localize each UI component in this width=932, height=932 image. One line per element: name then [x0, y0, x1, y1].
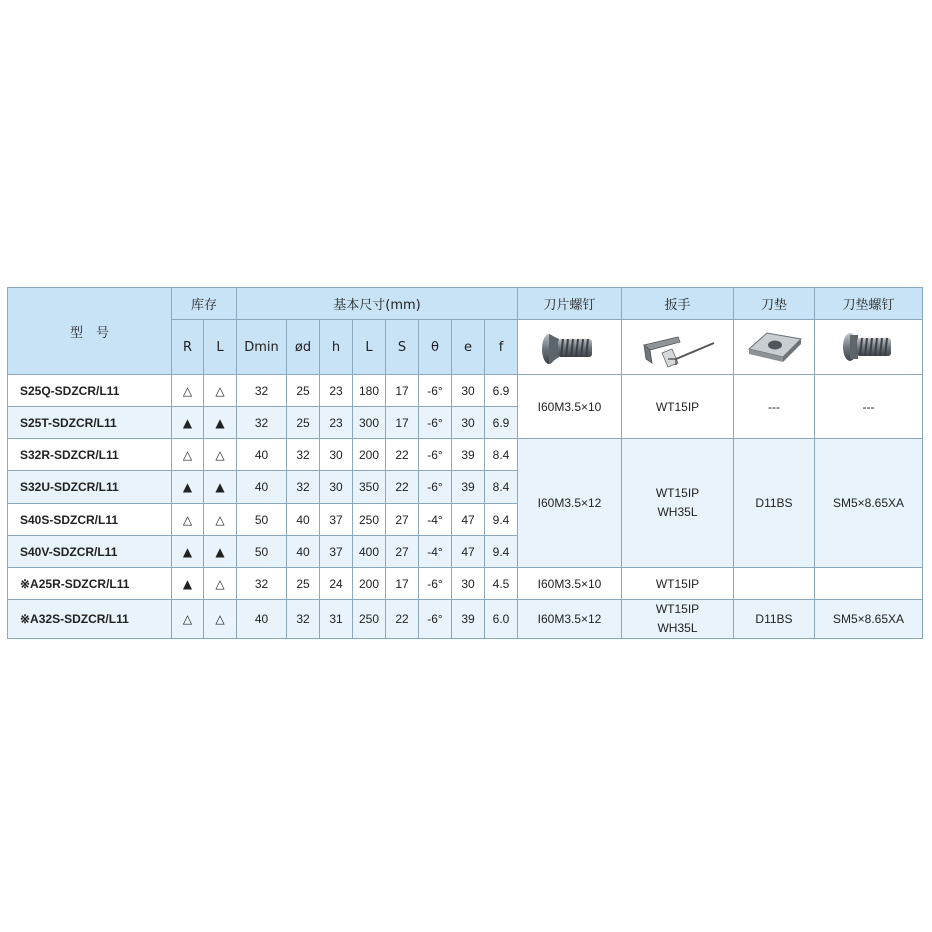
- dim-cell: 8.4: [485, 439, 518, 471]
- wrench-model: WH35L: [657, 505, 698, 519]
- dim-cell: 22: [386, 471, 419, 504]
- table-row: [8, 439, 923, 471]
- dim-cell: 39: [452, 471, 485, 504]
- wrench-model: WT15IP: [655, 602, 700, 616]
- dim-cell: 200: [353, 439, 386, 471]
- dim-cell: 40: [287, 504, 320, 536]
- header-model: 型 号: [8, 288, 172, 375]
- model-cell: ※A25R-SDZCR/L11: [8, 568, 172, 600]
- dim-cell: 6.9: [485, 375, 518, 407]
- stock-l-cell: ▲: [204, 407, 237, 439]
- dim-cell: 350: [353, 471, 386, 504]
- dim-cell: 50: [237, 536, 287, 568]
- header-insert-screw: 刀片螺钉: [518, 288, 622, 320]
- header-f: f: [485, 320, 518, 375]
- stock-l-cell: △: [204, 600, 237, 639]
- header-theta: θ: [419, 320, 452, 375]
- header-wrench: 扳手: [622, 288, 734, 320]
- dim-cell: 32: [237, 568, 287, 600]
- header-shim: 刀垫: [734, 288, 815, 320]
- dim-cell: 17: [386, 375, 419, 407]
- dim-cell: 22: [386, 439, 419, 471]
- dim-cell: 17: [386, 407, 419, 439]
- dim-cell: 180: [353, 375, 386, 407]
- wrench-cell: WT15IP: [622, 568, 734, 600]
- header-e: e: [452, 320, 485, 375]
- dim-cell: -6°: [419, 375, 452, 407]
- dim-cell: 30: [452, 568, 485, 600]
- dim-cell: 37: [320, 504, 353, 536]
- shim-cell: ---: [734, 375, 815, 439]
- header-s: S: [386, 320, 419, 375]
- dim-cell: 250: [353, 504, 386, 536]
- insert-screw-cell: I60M3.5×10: [518, 568, 622, 600]
- dim-cell: 23: [320, 375, 353, 407]
- wrench-image-cell: [622, 320, 734, 375]
- dim-cell: 30: [320, 471, 353, 504]
- dim-cell: 22: [386, 600, 419, 639]
- dim-cell: 25: [287, 375, 320, 407]
- dim-cell: -6°: [419, 600, 452, 639]
- dim-cell: -6°: [419, 407, 452, 439]
- wrench-model: WT15IP: [655, 486, 700, 500]
- dim-cell: 40: [237, 471, 287, 504]
- model-cell: ※A32S-SDZCR/L11: [8, 600, 172, 639]
- dim-cell: 30: [452, 407, 485, 439]
- dim-cell: 200: [353, 568, 386, 600]
- dim-cell: 250: [353, 600, 386, 639]
- table-row: [8, 375, 923, 407]
- header-od: ød: [287, 320, 320, 375]
- model-cell: S32U-SDZCR/L11: [8, 471, 172, 504]
- dim-cell: 37: [320, 536, 353, 568]
- dim-cell: 23: [320, 407, 353, 439]
- dim-cell: 39: [452, 600, 485, 639]
- model-cell: S32R-SDZCR/L11: [8, 439, 172, 471]
- header-length: L: [353, 320, 386, 375]
- shim-screw-cell: SM5×8.65XA: [815, 439, 923, 568]
- stock-r-cell: ▲: [172, 471, 204, 504]
- insert-screw-cell: I60M3.5×10: [518, 375, 622, 439]
- header-stock: 库存: [172, 288, 237, 320]
- dim-cell: 31: [320, 600, 353, 639]
- dim-cell: -6°: [419, 471, 452, 504]
- dim-cell: 27: [386, 504, 419, 536]
- wrench-icon: [638, 325, 718, 369]
- dim-cell: 4.5: [485, 568, 518, 600]
- stock-l-cell: △: [204, 375, 237, 407]
- header-h: h: [320, 320, 353, 375]
- stock-l-cell: △: [204, 504, 237, 536]
- stock-r-cell: △: [172, 439, 204, 471]
- stock-l-cell: ▲: [204, 471, 237, 504]
- shim-screw-icon: [834, 327, 904, 367]
- model-cell: S25T-SDZCR/L11: [8, 407, 172, 439]
- stock-l-cell: △: [204, 439, 237, 471]
- dim-cell: 30: [452, 375, 485, 407]
- dim-cell: 47: [452, 536, 485, 568]
- dim-cell: 8.4: [485, 471, 518, 504]
- dim-cell: 300: [353, 407, 386, 439]
- stock-l-cell: ▲: [204, 536, 237, 568]
- dim-cell: 9.4: [485, 504, 518, 536]
- shim-icon: [743, 327, 805, 367]
- model-cell: S40S-SDZCR/L11: [8, 504, 172, 536]
- dim-cell: 400: [353, 536, 386, 568]
- dim-cell: 40: [287, 536, 320, 568]
- shim-screw-cell: ---: [815, 375, 923, 439]
- dim-cell: -4°: [419, 536, 452, 568]
- specification-table: [7, 287, 923, 639]
- stock-r-cell: △: [172, 600, 204, 639]
- dim-cell: 25: [287, 407, 320, 439]
- dim-cell: 50: [237, 504, 287, 536]
- dim-cell: 32: [237, 407, 287, 439]
- header-dmin: Dmin: [237, 320, 287, 375]
- shim-image-cell: [734, 320, 815, 375]
- stock-r-cell: ▲: [172, 536, 204, 568]
- dim-cell: 32: [287, 439, 320, 471]
- shim-screw-cell: [815, 568, 923, 600]
- dim-cell: 39: [452, 439, 485, 471]
- stock-r-cell: △: [172, 375, 204, 407]
- dim-cell: 24: [320, 568, 353, 600]
- table-row: [8, 568, 923, 600]
- wrench-cell: [622, 600, 734, 639]
- stock-r-cell: ▲: [172, 407, 204, 439]
- header-stock-r: R: [172, 320, 204, 375]
- shim-cell: D11BS: [734, 600, 815, 639]
- wrench-cell: WT15IP: [622, 375, 734, 439]
- dim-cell: 47: [452, 504, 485, 536]
- dim-cell: 6.9: [485, 407, 518, 439]
- dim-cell: 17: [386, 568, 419, 600]
- dim-cell: 32: [237, 375, 287, 407]
- dim-cell: 6.0: [485, 600, 518, 639]
- dim-cell: 32: [287, 471, 320, 504]
- dim-cell: 9.4: [485, 536, 518, 568]
- shim-cell: [734, 568, 815, 600]
- dim-cell: -6°: [419, 439, 452, 471]
- model-cell: S40V-SDZCR/L11: [8, 536, 172, 568]
- insert-screw-icon: [535, 327, 605, 367]
- shim-cell: D11BS: [734, 439, 815, 568]
- insert-screw-cell: I60M3.5×12: [518, 600, 622, 639]
- dim-cell: 32: [287, 600, 320, 639]
- stock-r-cell: △: [172, 504, 204, 536]
- insert-screw-cell: I60M3.5×12: [518, 439, 622, 568]
- dim-cell: -4°: [419, 504, 452, 536]
- insert-screw-image-cell: [518, 320, 622, 375]
- table-row: [8, 600, 923, 639]
- shim-screw-image-cell: [815, 320, 923, 375]
- dim-cell: 40: [237, 439, 287, 471]
- shim-screw-cell: SM5×8.65XA: [815, 600, 923, 639]
- dim-cell: 30: [320, 439, 353, 471]
- dim-cell: 40: [237, 600, 287, 639]
- stock-r-cell: ▲: [172, 568, 204, 600]
- model-cell: S25Q-SDZCR/L11: [8, 375, 172, 407]
- header-stock-l: L: [204, 320, 237, 375]
- stock-l-cell: △: [204, 568, 237, 600]
- dim-cell: 27: [386, 536, 419, 568]
- dim-cell: 25: [287, 568, 320, 600]
- header-shim-screw: 刀垫螺钉: [815, 288, 923, 320]
- wrench-cell: [622, 439, 734, 568]
- header-dimensions: 基本尺寸(mm): [237, 288, 518, 320]
- wrench-model: WH35L: [657, 621, 698, 635]
- dim-cell: -6°: [419, 568, 452, 600]
